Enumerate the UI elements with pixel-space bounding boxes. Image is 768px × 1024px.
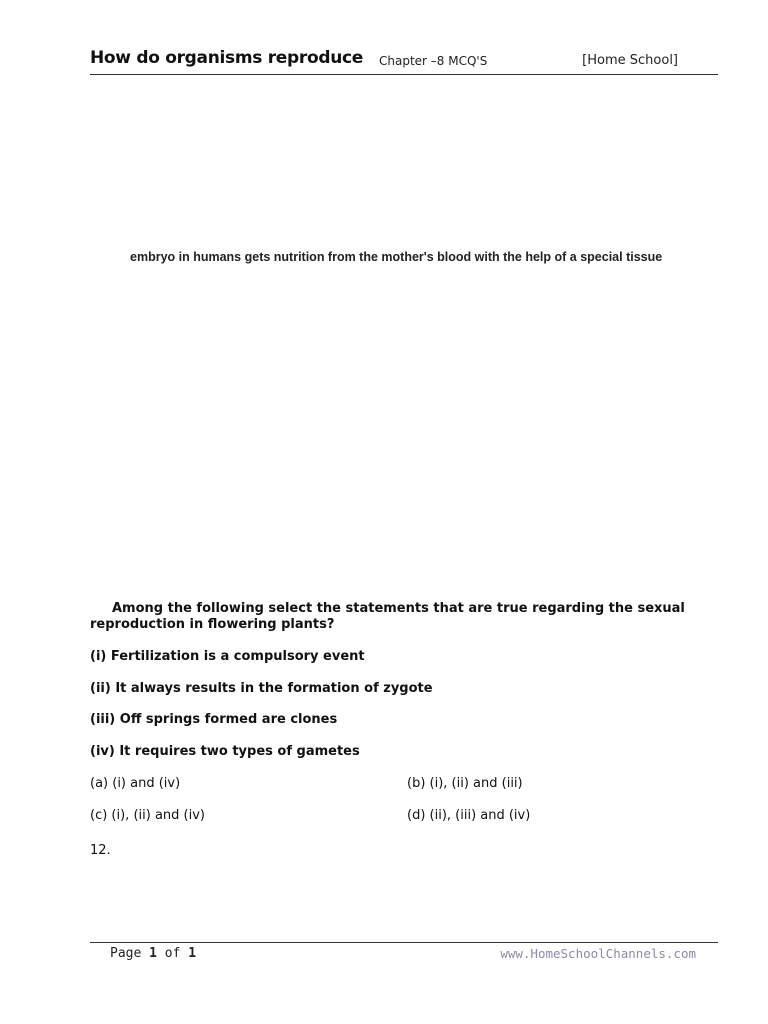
of-word: of: [164, 946, 181, 961]
statement-text: embryo in humans gets nutrition from the mother's blood with the help of a special tissue: [130, 250, 663, 264]
question-number: 12.: [90, 843, 111, 858]
question-line-2: reproduction in flowering plants?: [90, 617, 335, 632]
question-text: [90, 601, 690, 633]
page-indicator: [110, 946, 196, 961]
question-line-1: Among the following select the statements that are true regarding the sexual: [112, 601, 685, 616]
statement-item: (i) Fertilization is a compulsory event: [90, 649, 365, 664]
option-b: (b) (i), (ii) and (iii): [407, 776, 523, 791]
page-footer: [90, 942, 718, 967]
statement-item: (iv) It requires two types of gametes: [90, 744, 360, 759]
school-label: [Home School]: [582, 53, 678, 68]
page-total: 1: [188, 946, 197, 961]
chapter-label: Chapter –8 MCQ'S: [379, 54, 488, 68]
statement-item: (ii) It always results in the formation of zygote: [90, 681, 433, 696]
option-d: (d) (ii), (iii) and (iv): [407, 808, 531, 823]
option-c: (c) (i), (ii) and (iv): [90, 808, 205, 823]
page-header: [90, 46, 718, 75]
site-url: www.HomeSchoolChannels.com: [500, 946, 696, 961]
page-word: Page: [110, 946, 142, 961]
statement-item: (iii) Off springs formed are clones: [90, 712, 338, 727]
option-a: (a) (i) and (iv): [90, 776, 181, 791]
page-title: How do organisms reproduce: [90, 48, 364, 68]
page-number: 1: [149, 946, 157, 961]
